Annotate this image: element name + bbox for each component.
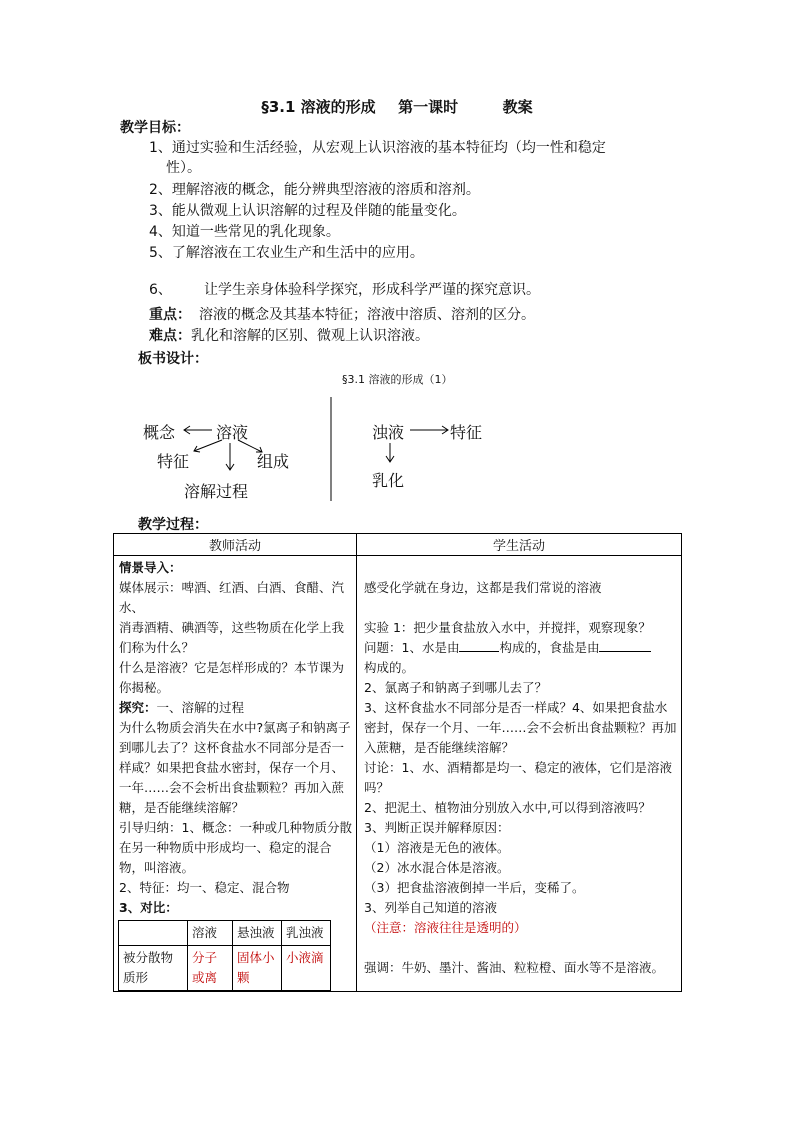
teacher-activity-cell <box>114 556 357 992</box>
compare-header-solution: 溶液 <box>188 921 233 946</box>
student-list: 3、列举自己知道的溶液 <box>364 900 497 915</box>
goal-6-text: 让学生亲身体验科学探究，形成科学严谨的探究意识。 <box>204 282 540 298</box>
student-judge: 3、判断正误并解释原因： <box>364 820 510 835</box>
blank-1 <box>459 639 499 652</box>
intro-label: 情景导入： <box>119 560 182 575</box>
teacher-compare-label: 3、对比： <box>119 900 178 915</box>
teacher-explore-questions: 为什么物质会消失在水中?氯离子和钠离子到哪儿去了？这杯食盐水不同部分是否一样咸？如果把食盐水密封，保存一个月、一年……会不会析出食盐颗粒？再加入蔗糖，是否能继续溶解？ <box>119 720 351 815</box>
board-feature: 特征 <box>157 452 190 471</box>
board-arrows <box>0 0 794 560</box>
student-question-line <box>364 638 677 658</box>
key-text: 溶液的概念及其基本特征；溶液中溶质、溶剂的区分。 <box>199 307 535 323</box>
goal-2: 2、理解溶液的概念，能分辨典型溶液的溶质和溶剂。 <box>149 182 480 198</box>
process-table-body <box>114 556 682 992</box>
goals-heading: 教学目标： <box>120 120 190 136</box>
goal-6-num: 6、 <box>149 282 172 298</box>
student-experiment: 实验 1：把少量食盐放入水中，并搅拌，观察现象？ <box>364 620 651 635</box>
student-note: （注意：溶液往往是透明的） <box>364 920 527 935</box>
explore-label: 探究： <box>119 700 157 715</box>
process-table-header <box>114 534 682 556</box>
compare-row <box>119 946 331 991</box>
process-heading: 教学过程： <box>138 517 208 533</box>
teacher-media: 媒体展示：啤酒、红酒、白酒、食醋、汽水、 <box>119 580 345 615</box>
title-lesson: 第一课时 <box>398 98 459 116</box>
compare-table <box>118 920 331 991</box>
compare-header-row <box>119 921 331 946</box>
student-salty: 3、这杯食盐水不同部分是否一样咸？4、如果把食盐水密封，保存一个月、一年……会不会析出食盐颗粒？再加入蔗糖，是否能继续溶解？ <box>364 700 677 755</box>
student-judge-1: （1）溶液是无色的液体。 <box>364 840 510 855</box>
compare-cell-emulsion: 小液滴 <box>282 946 331 991</box>
student-judge-2: （2）冰水混合体是溶液。 <box>364 860 510 875</box>
board-composition: 组成 <box>257 452 290 471</box>
student-q-part3: 构成的。 <box>364 660 415 675</box>
goal-5: 5、了解溶液在工农业生产和生活中的应用。 <box>149 245 424 261</box>
student-ions: 2、氯离子和钠离子到哪儿去了？ <box>364 680 547 695</box>
process-table <box>113 533 682 992</box>
student-discuss: 讨论：1、水、酒精都是均一、稳定的液体，它们是溶液吗？ <box>364 760 672 795</box>
board-process: 溶解过程 <box>184 482 249 501</box>
blank-2 <box>599 639 651 652</box>
board-heading: 板书设计： <box>138 351 208 367</box>
student-judge-3: （3）把食盐溶液倒掉一半后，变稀了。 <box>364 880 585 895</box>
col-student: 学生活动 <box>357 534 682 556</box>
student-feel: 感受化学就在身边，这都是我们常说的溶液 <box>364 580 602 595</box>
board-solution: 溶液 <box>216 423 249 442</box>
goal-3: 3、能从微观上认识溶解的过程及伴随的能量变化。 <box>149 203 466 219</box>
difficulty-label: 难点： <box>149 328 191 344</box>
compare-header-suspension: 悬浊液 <box>233 921 282 946</box>
compare-header-emulsion: 乳浊液 <box>282 921 331 946</box>
goal-1-cont: 性）。 <box>166 160 201 176</box>
explore-text: 一、溶解的过程 <box>156 700 245 715</box>
compare-row-label: 被分散物质形 <box>119 946 188 991</box>
teacher-question: 消毒酒精、碘酒等，这些物质在化学上我们称为什么？ <box>119 620 345 655</box>
goal-4: 4、知道一些常见的乳化现象。 <box>149 224 340 240</box>
student-q-part2: 构成的，食盐是由 <box>499 640 600 655</box>
board-turbid-feature: 特征 <box>450 423 483 442</box>
student-activity-cell <box>357 556 682 992</box>
compare-cell-suspension: 固体小颗 <box>233 946 282 991</box>
board-subtitle: §3.1 溶液的形成（1） <box>342 373 453 386</box>
teacher-reveal: 什么是溶液？它是怎样形成的？本节课为你揭秘。 <box>119 660 345 695</box>
compare-cell-solution: 分子或离 <box>188 946 233 991</box>
student-emphasis: 强调：牛奶、墨汁、酱油、粒粒橙、面水等不是溶液。 <box>364 960 665 975</box>
compare-header-empty <box>119 921 188 946</box>
teacher-summary-concept: 引导归纳：1、概念：一种或几种物质分散在另一种物质中形成均一、稳定的混合物，叫溶液。 <box>119 820 352 875</box>
student-soil-oil: 2、把泥土、植物油分别放入水中,可以得到溶液吗？ <box>364 800 651 815</box>
explore-line <box>119 698 352 718</box>
teacher-summary-feature: 2、特征：均一、稳定、混合物 <box>119 880 290 895</box>
board-emulsion: 乳化 <box>372 471 405 490</box>
key-label: 重点： <box>149 307 191 323</box>
difficulty-text: 乳化和溶解的区别、微观上认识溶液。 <box>191 328 429 344</box>
goal-1: 1、通过实验和生活经验，从宏观上认识溶液的基本特征均（均一性和稳定 <box>149 140 606 156</box>
col-teacher: 教师活动 <box>114 534 357 556</box>
board-concept: 概念 <box>143 423 176 442</box>
title-main: §3.1 溶液的形成 <box>261 98 376 116</box>
board-turbid: 浊液 <box>372 423 405 442</box>
student-q-part1: 问题：1、水是由 <box>364 640 460 655</box>
title-doc-type: 教案 <box>502 98 533 116</box>
